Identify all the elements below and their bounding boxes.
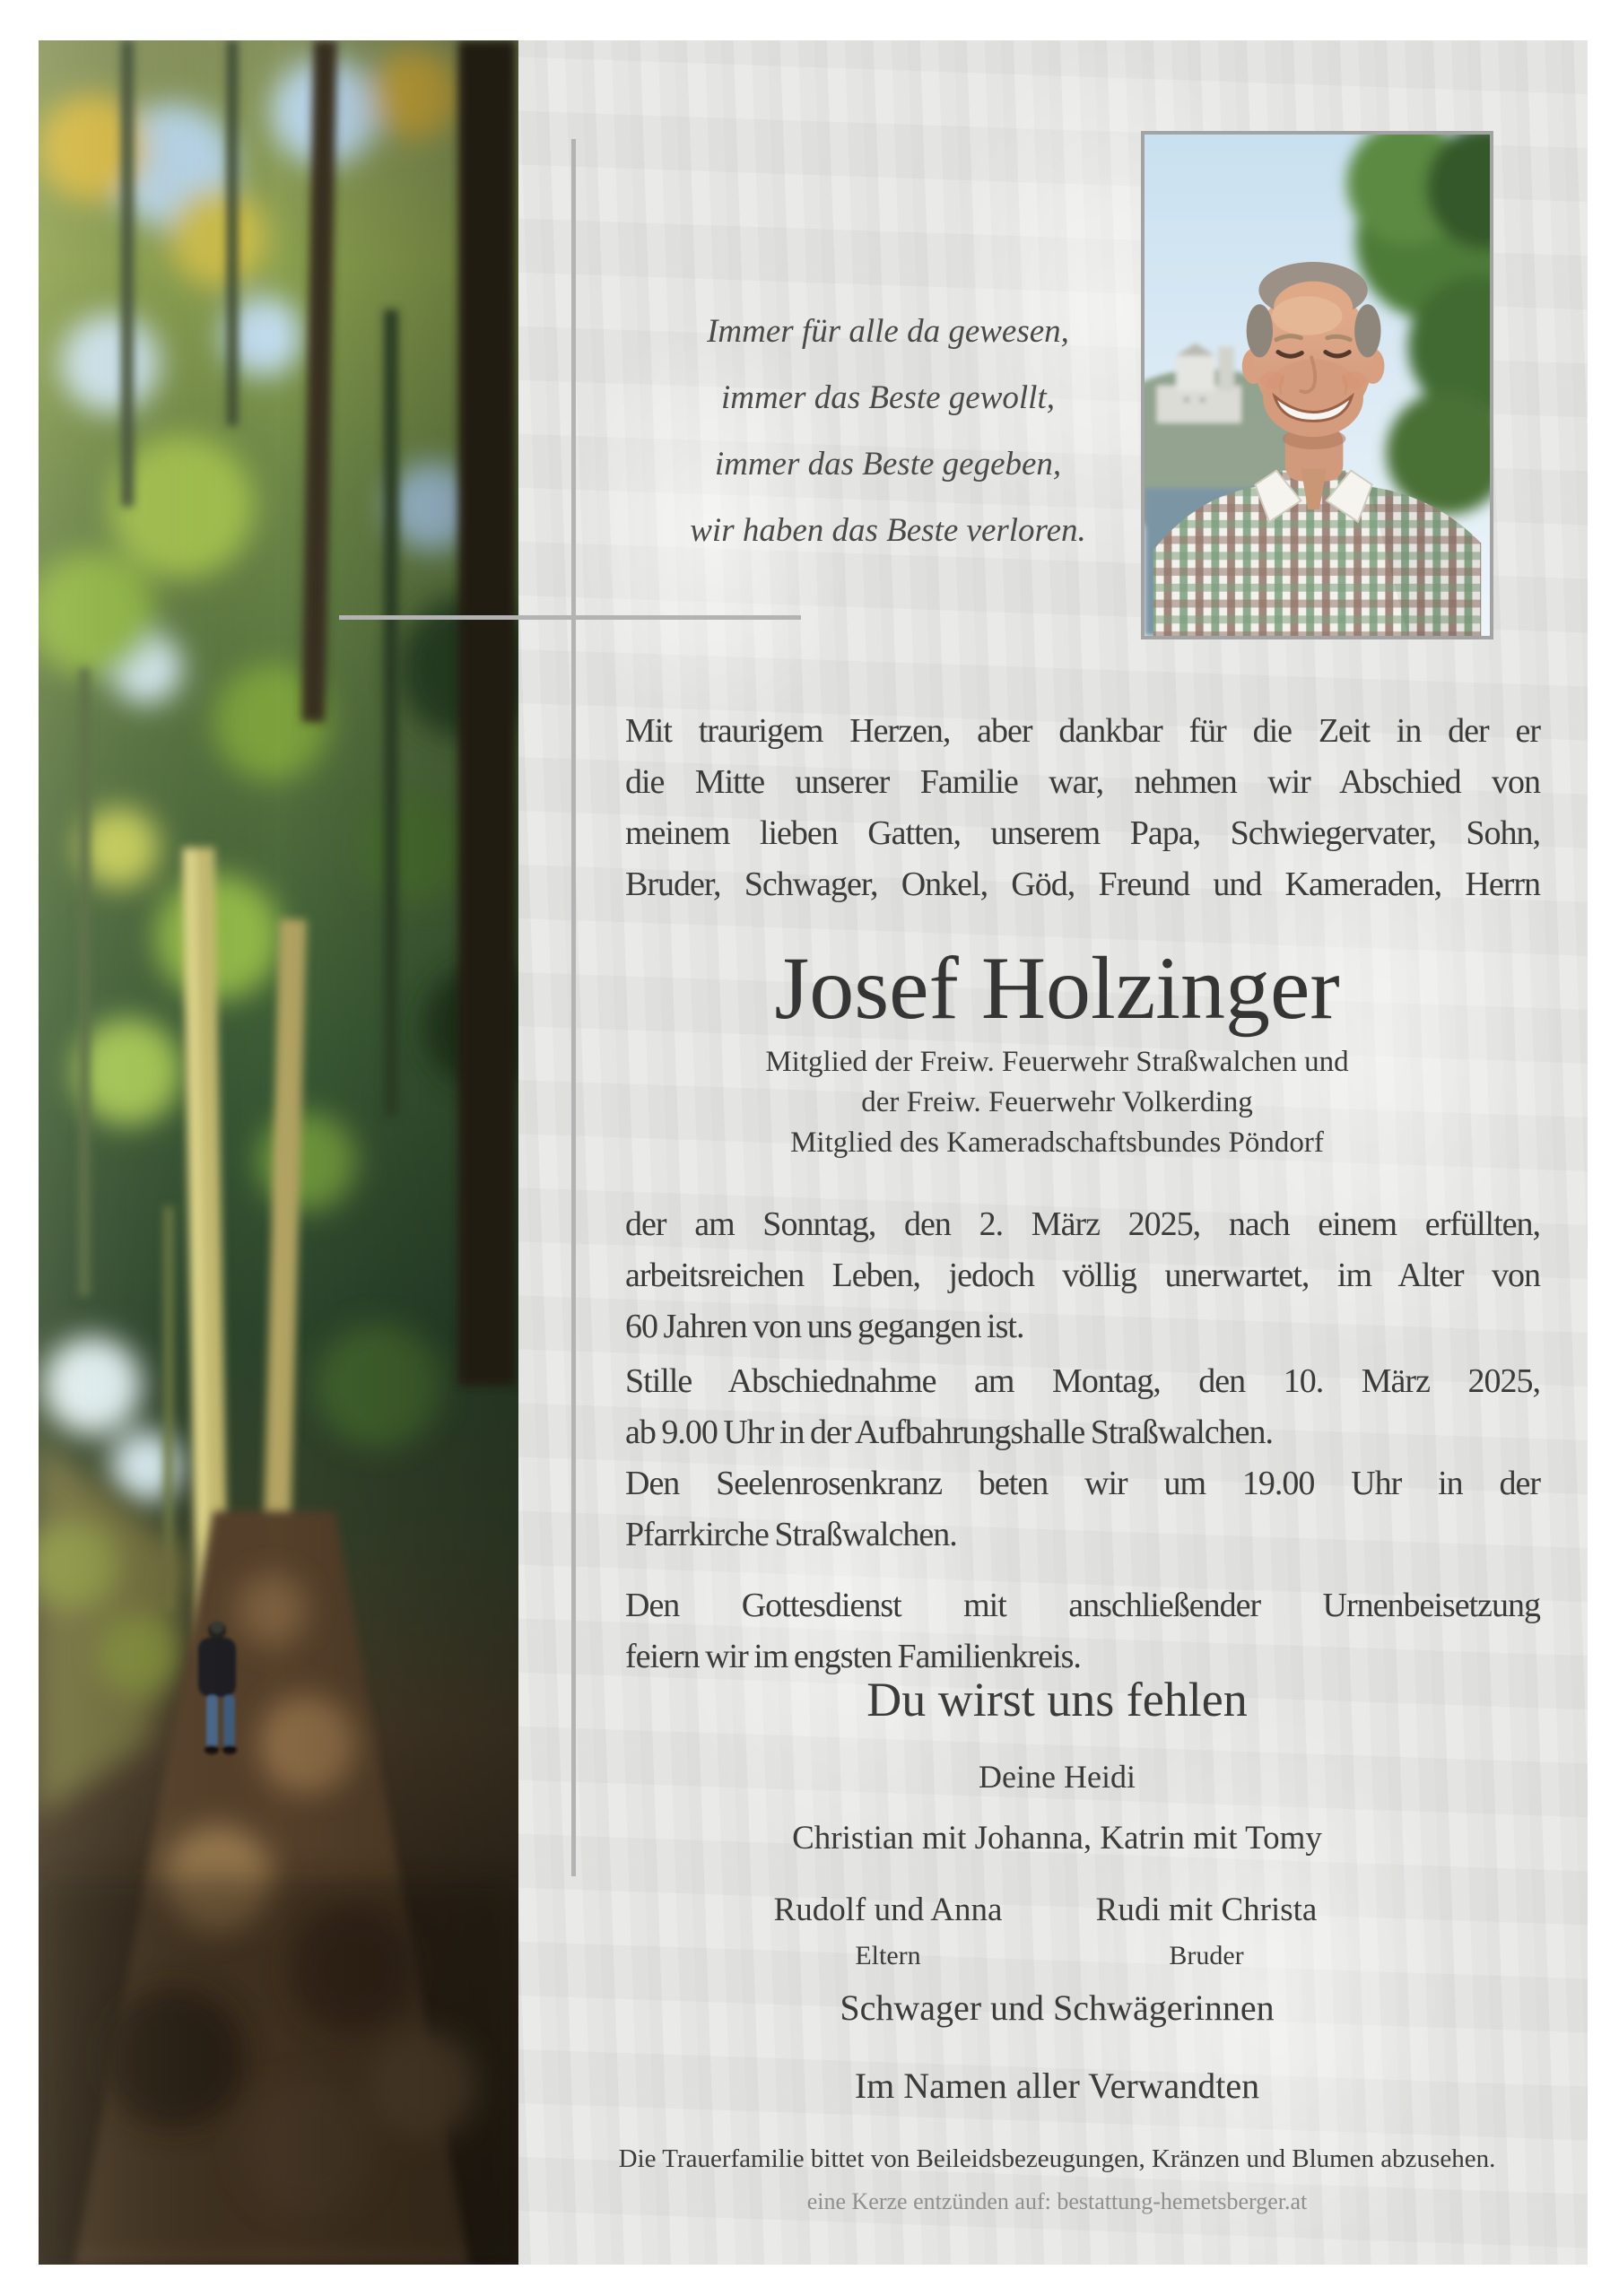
candle-website-line: eine Kerze entzünden auf: bestattung-hemetsberger.at bbox=[806, 2188, 1308, 2214]
wife-line: Deine Heidi bbox=[979, 1759, 1136, 1795]
memorial-card bbox=[39, 40, 1588, 2265]
parents-relation: Eltern bbox=[855, 1941, 921, 1970]
forest-path-photo bbox=[39, 40, 518, 2265]
membership-list bbox=[571, 1042, 1543, 1163]
condolence-request-line: Die Trauerfamilie bittet von Beileidsbezeugungen, Kränzen und Blumen abzusehen. bbox=[618, 2144, 1496, 2173]
quote-line: immer das Beste gegeben, bbox=[714, 446, 1062, 483]
passing-line: arbeitsreichen Leben, jedoch völlig unerwartet, im Alter von bbox=[625, 1257, 1540, 1294]
farewell-line: Pfarrkirche Straßwalchen. bbox=[625, 1516, 957, 1553]
membership-line: der Freiw. Feuerwehr Volkerding bbox=[861, 1086, 1253, 1118]
membership-line: Mitglied des Kameradschaftsbundes Pöndorf bbox=[790, 1126, 1324, 1159]
intro-line: Bruder, Schwager, Onkel, Göd, Freund und Kameraden, Herrn bbox=[625, 865, 1540, 903]
passing-paragraph bbox=[625, 1199, 1540, 1352]
farewell-paragraph bbox=[625, 1356, 1540, 1561]
service-line: feiern wir im engsten Familienkreis. bbox=[625, 1638, 1081, 1675]
intro-line: meinem lieben Gatten, unserem Papa, Schwiegervater, Sohn, bbox=[625, 814, 1540, 852]
passing-line: 60 Jahren von uns gegangen ist. bbox=[625, 1308, 1024, 1345]
membership-line: Mitglied der Freiw. Feuerwehr Straßwalchen und bbox=[765, 1046, 1349, 1078]
passing-line: der am Sonntag, den 2. März 2025, nach einem erfüllten, bbox=[625, 1205, 1540, 1243]
missing-line: Du wirst uns fehlen bbox=[866, 1673, 1248, 1726]
quote-line: immer das Beste gewollt, bbox=[720, 379, 1055, 416]
brother-block bbox=[982, 1890, 1431, 1972]
brother-names: Rudi mit Christa bbox=[1095, 1892, 1318, 1928]
deceased-name: Josef Holzinger bbox=[774, 938, 1340, 1038]
quote-line: Immer für alle da gewesen, bbox=[707, 313, 1069, 350]
inlaws-line: Schwager und Schwägerinnen bbox=[840, 1987, 1275, 2028]
farewell-line: Stille Abschiednahme am Montag, den 10. März 2025, bbox=[625, 1362, 1540, 1400]
brother-relation: Bruder bbox=[1169, 1941, 1244, 1970]
children-line: Christian mit Johanna, Katrin mit Tomy bbox=[792, 1820, 1322, 1857]
quote-line: wir haben das Beste verloren. bbox=[690, 512, 1086, 549]
memorial-cross-horizontal-line bbox=[339, 615, 801, 620]
intro-paragraph bbox=[625, 706, 1540, 910]
service-paragraph bbox=[625, 1580, 1540, 1683]
relatives-line: Im Namen aller Verwandten bbox=[854, 2066, 1260, 2106]
intro-line: Mit traurigem Herzen, aber dankbar für die Zeit in der er bbox=[625, 712, 1540, 750]
farewell-line: Den Seelenrosenkranz beten wir um 19.00 Uhr in der bbox=[625, 1465, 1540, 1502]
parents-names: Rudolf und Anna bbox=[773, 1892, 1003, 1928]
memorial-quote bbox=[574, 299, 1202, 564]
service-line: Den Gottesdienst mit anschließender Urnenbeisetzung bbox=[625, 1587, 1540, 1624]
intro-line: die Mitte unserer Familie war, nehmen wir Abschied von bbox=[625, 763, 1540, 801]
farewell-line: ab 9.00 Uhr in der Aufbahrungshalle Straßwalchen. bbox=[625, 1413, 1274, 1451]
